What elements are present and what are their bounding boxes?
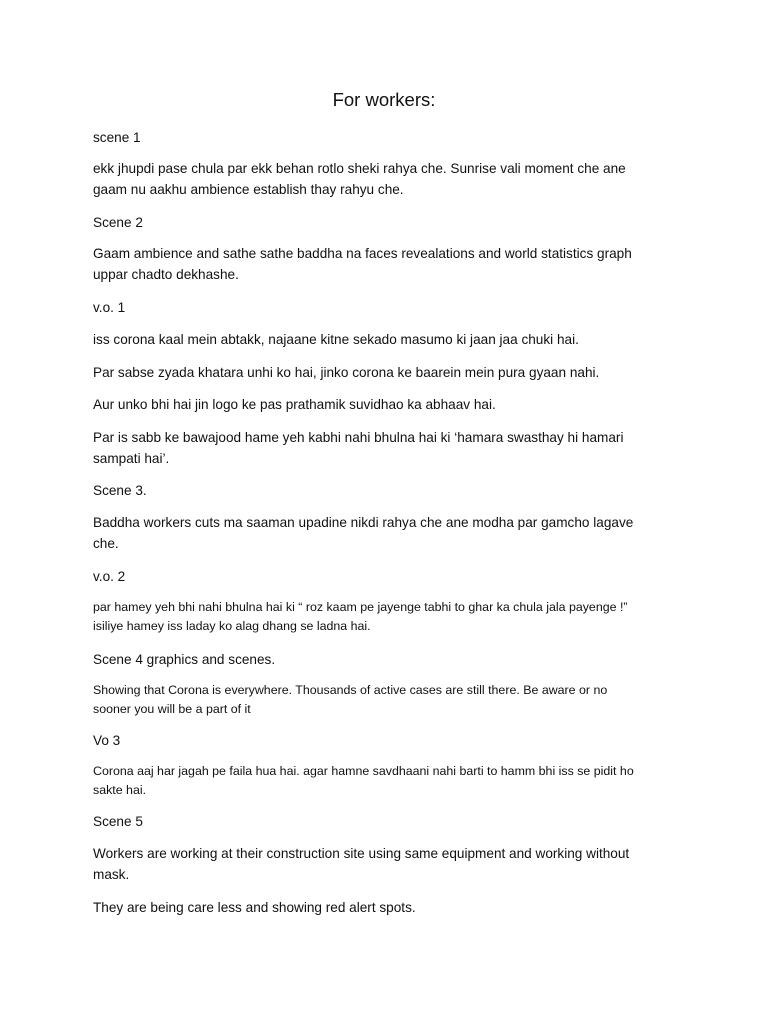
vo-2-heading: v.o. 2	[93, 569, 126, 584]
scene-2-text: Gaam ambience and sathe sathe baddha na faces revealations and world statistics graph uppar chadto dekhashe.	[93, 246, 632, 282]
vo-1-heading: v.o. 1	[93, 300, 126, 315]
vo-1-line-1: iss corona kaal mein abtakk, najaane kitne sekado masumo ki jaan jaa chuki hai.	[93, 332, 579, 347]
scene-3-heading: Scene 3.	[93, 483, 147, 498]
vo-3-heading: Vo 3	[93, 733, 121, 748]
vo-1-line-2: Par sabse zyada khatara unhi ko hai, jinko corona ke baarein mein pura gyaan nahi.	[93, 365, 600, 380]
scene-1-text: ekk jhupdi pase chula par ekk behan rotlo sheki rahya che. Sunrise vali moment che ane gaam nu aakhu ambience establish thay rahyu che.	[93, 161, 626, 197]
vo-2-text: par hamey yeh bhi nahi bhulna hai ki “ roz kaam pe jayenge tabhi to ghar ka chula jala payenge !” isiliye hamey iss laday ko alag dhang se ladna hai.	[93, 600, 628, 633]
scene-5-heading: Scene 5	[93, 814, 143, 829]
vo-1-line-4: Par is sabb ke bawajood hame yeh kabhi nahi bhulna hai ki ‘hamara swasthay hi hamari sampati hai’.	[93, 430, 624, 466]
vo-1-line-3: Aur unko bhi hai jin logo ke pas prathamik suvidhao ka abhaav hai.	[93, 397, 496, 412]
scene-1-heading: scene 1	[93, 130, 141, 145]
scene-5-line-2: They are being care less and showing red alert spots.	[93, 900, 416, 915]
scene-4-heading: Scene 4 graphics and scenes.	[93, 652, 276, 667]
scene-3-text: Baddha workers cuts ma saaman upadine nikdi rahya che ane modha par gamcho lagave che.	[93, 515, 634, 551]
vo-3-text: Corona aaj har jagah pe faila hua hai. agar hamne savdhaani nahi barti to hamm bhi iss se pidit ho sakte hai.	[93, 764, 634, 797]
document-title: For workers:	[332, 89, 436, 110]
scene-5-line-1: Workers are working at their construction site using same equipment and working without mask.	[93, 846, 630, 882]
scene-2-heading: Scene 2	[93, 215, 143, 230]
scene-4-text: Showing that Corona is everywhere. Thousands of active cases are still there. Be aware or no sooner you will be a part of it	[93, 683, 608, 716]
